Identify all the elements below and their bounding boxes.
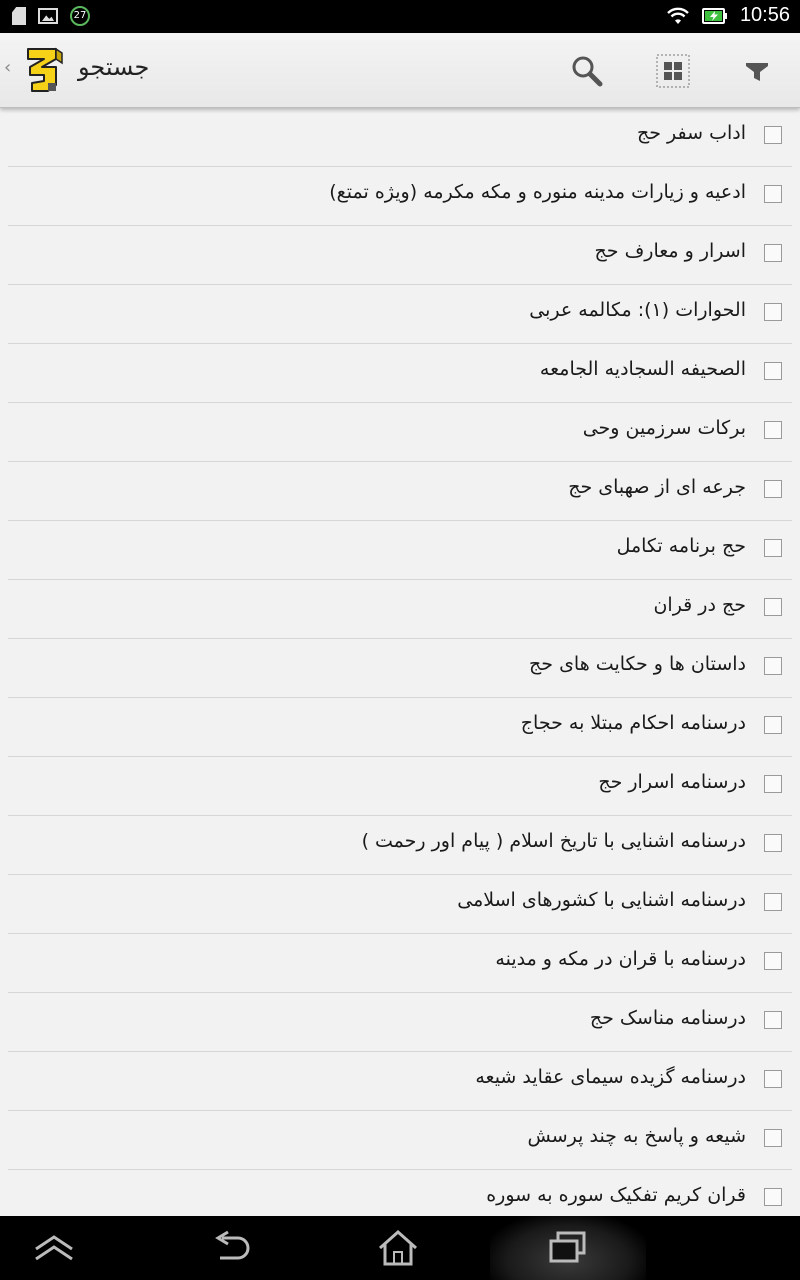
back-button[interactable] bbox=[190, 1224, 270, 1272]
item-label: شیعه و پاسخ به چند پرسش bbox=[527, 1125, 746, 1147]
item-checkbox[interactable] bbox=[764, 657, 782, 675]
list-item[interactable] bbox=[8, 108, 792, 167]
item-label: حج برنامه تکامل bbox=[616, 535, 746, 557]
battery-charging-icon bbox=[702, 6, 728, 26]
item-checkbox[interactable] bbox=[764, 244, 782, 262]
item-checkbox[interactable] bbox=[764, 893, 782, 911]
item-checkbox[interactable] bbox=[764, 598, 782, 616]
update-badge-icon: 27 bbox=[70, 6, 90, 26]
item-label: جرعه ای از صهبای حج bbox=[568, 476, 746, 498]
item-checkbox[interactable] bbox=[764, 362, 782, 380]
list-item[interactable] bbox=[8, 226, 792, 285]
list-item[interactable] bbox=[8, 993, 792, 1052]
wifi-icon bbox=[666, 6, 690, 26]
item-label: داستان ها و حکایت های حج bbox=[529, 653, 746, 675]
item-label: درسنامه اشنایی با تاریخ اسلام ( پیام اور رحمت ) bbox=[361, 830, 746, 852]
item-checkbox[interactable] bbox=[764, 539, 782, 557]
item-label: اداب سفر حج bbox=[636, 122, 746, 144]
navigation-bar bbox=[0, 1216, 800, 1280]
list-item[interactable] bbox=[8, 462, 792, 521]
list-item[interactable] bbox=[8, 875, 792, 934]
item-checkbox[interactable] bbox=[764, 1070, 782, 1088]
collapse-button[interactable] bbox=[14, 1224, 94, 1272]
list-item[interactable] bbox=[8, 580, 792, 639]
recent-apps-icon bbox=[546, 1230, 590, 1266]
item-checkbox[interactable] bbox=[764, 775, 782, 793]
item-label: درسنامه مناسک حج bbox=[589, 1007, 746, 1029]
filter-icon bbox=[743, 57, 771, 85]
item-checkbox[interactable] bbox=[764, 185, 782, 203]
filter-button[interactable] bbox=[734, 48, 780, 94]
list-item[interactable] bbox=[8, 816, 792, 875]
list-item[interactable] bbox=[8, 1170, 792, 1216]
list-item[interactable] bbox=[8, 403, 792, 462]
home-button[interactable] bbox=[358, 1224, 438, 1272]
item-label: اسرار و معارف حج bbox=[594, 240, 746, 262]
status-bar bbox=[0, 0, 800, 33]
list-item[interactable] bbox=[8, 285, 792, 344]
item-checkbox[interactable] bbox=[764, 126, 782, 144]
item-checkbox[interactable] bbox=[764, 1129, 782, 1147]
item-checkbox[interactable] bbox=[764, 952, 782, 970]
list-item[interactable] bbox=[8, 1052, 792, 1111]
up-caret-icon[interactable]: ‹ bbox=[4, 57, 12, 78]
recent-apps-button[interactable] bbox=[528, 1224, 608, 1272]
action-bar bbox=[0, 33, 800, 108]
list-item[interactable] bbox=[8, 934, 792, 993]
list-item[interactable] bbox=[8, 639, 792, 698]
search-icon bbox=[570, 54, 604, 88]
item-label: الحوارات (۱): مکالمه عربی bbox=[529, 299, 746, 321]
grid-view-icon bbox=[656, 54, 690, 88]
item-label: قران کریم تفکیک سوره به سوره bbox=[486, 1184, 746, 1206]
item-label: الصحیفه السجادیه الجامعه bbox=[539, 358, 746, 380]
list-item[interactable] bbox=[8, 757, 792, 816]
sd-card-icon bbox=[12, 7, 26, 25]
item-label: درسنامه گزیده سیمای عقاید شیعه bbox=[475, 1066, 746, 1088]
back-icon bbox=[208, 1230, 252, 1266]
home-icon bbox=[376, 1228, 420, 1268]
item-label: درسنامه اشنایی با کشورهای اسلامی bbox=[457, 889, 746, 911]
item-checkbox[interactable] bbox=[764, 303, 782, 321]
list-item[interactable] bbox=[8, 698, 792, 757]
item-label: درسنامه اسرار حج bbox=[598, 771, 746, 793]
item-label: درسنامه با قران در مکه و مدینه bbox=[495, 948, 746, 970]
search-button[interactable] bbox=[564, 48, 610, 94]
item-label: حج در قران bbox=[653, 594, 746, 616]
list-item[interactable] bbox=[8, 344, 792, 403]
list-item[interactable] bbox=[8, 521, 792, 580]
book-list bbox=[0, 108, 800, 1216]
list-item[interactable] bbox=[8, 167, 792, 226]
app-logo[interactable] bbox=[22, 45, 66, 95]
page-title: جستجو bbox=[78, 53, 150, 81]
item-label: برکات سرزمین وحی bbox=[582, 417, 746, 439]
item-label: درسنامه احکام مبتلا به حجاج bbox=[520, 712, 746, 734]
item-checkbox[interactable] bbox=[764, 421, 782, 439]
grid-view-button[interactable] bbox=[650, 48, 696, 94]
item-checkbox[interactable] bbox=[764, 1011, 782, 1029]
item-checkbox[interactable] bbox=[764, 480, 782, 498]
item-checkbox[interactable] bbox=[764, 716, 782, 734]
collapse-icon bbox=[32, 1233, 76, 1263]
item-label: ادعیه و زیارات مدینه منوره و مکه مکرمه (ویژه تمتع) bbox=[329, 181, 746, 203]
item-checkbox[interactable] bbox=[764, 834, 782, 852]
item-checkbox[interactable] bbox=[764, 1188, 782, 1206]
image-icon bbox=[38, 8, 58, 24]
status-clock: 10:56 bbox=[739, 4, 790, 26]
list-item[interactable] bbox=[8, 1111, 792, 1170]
